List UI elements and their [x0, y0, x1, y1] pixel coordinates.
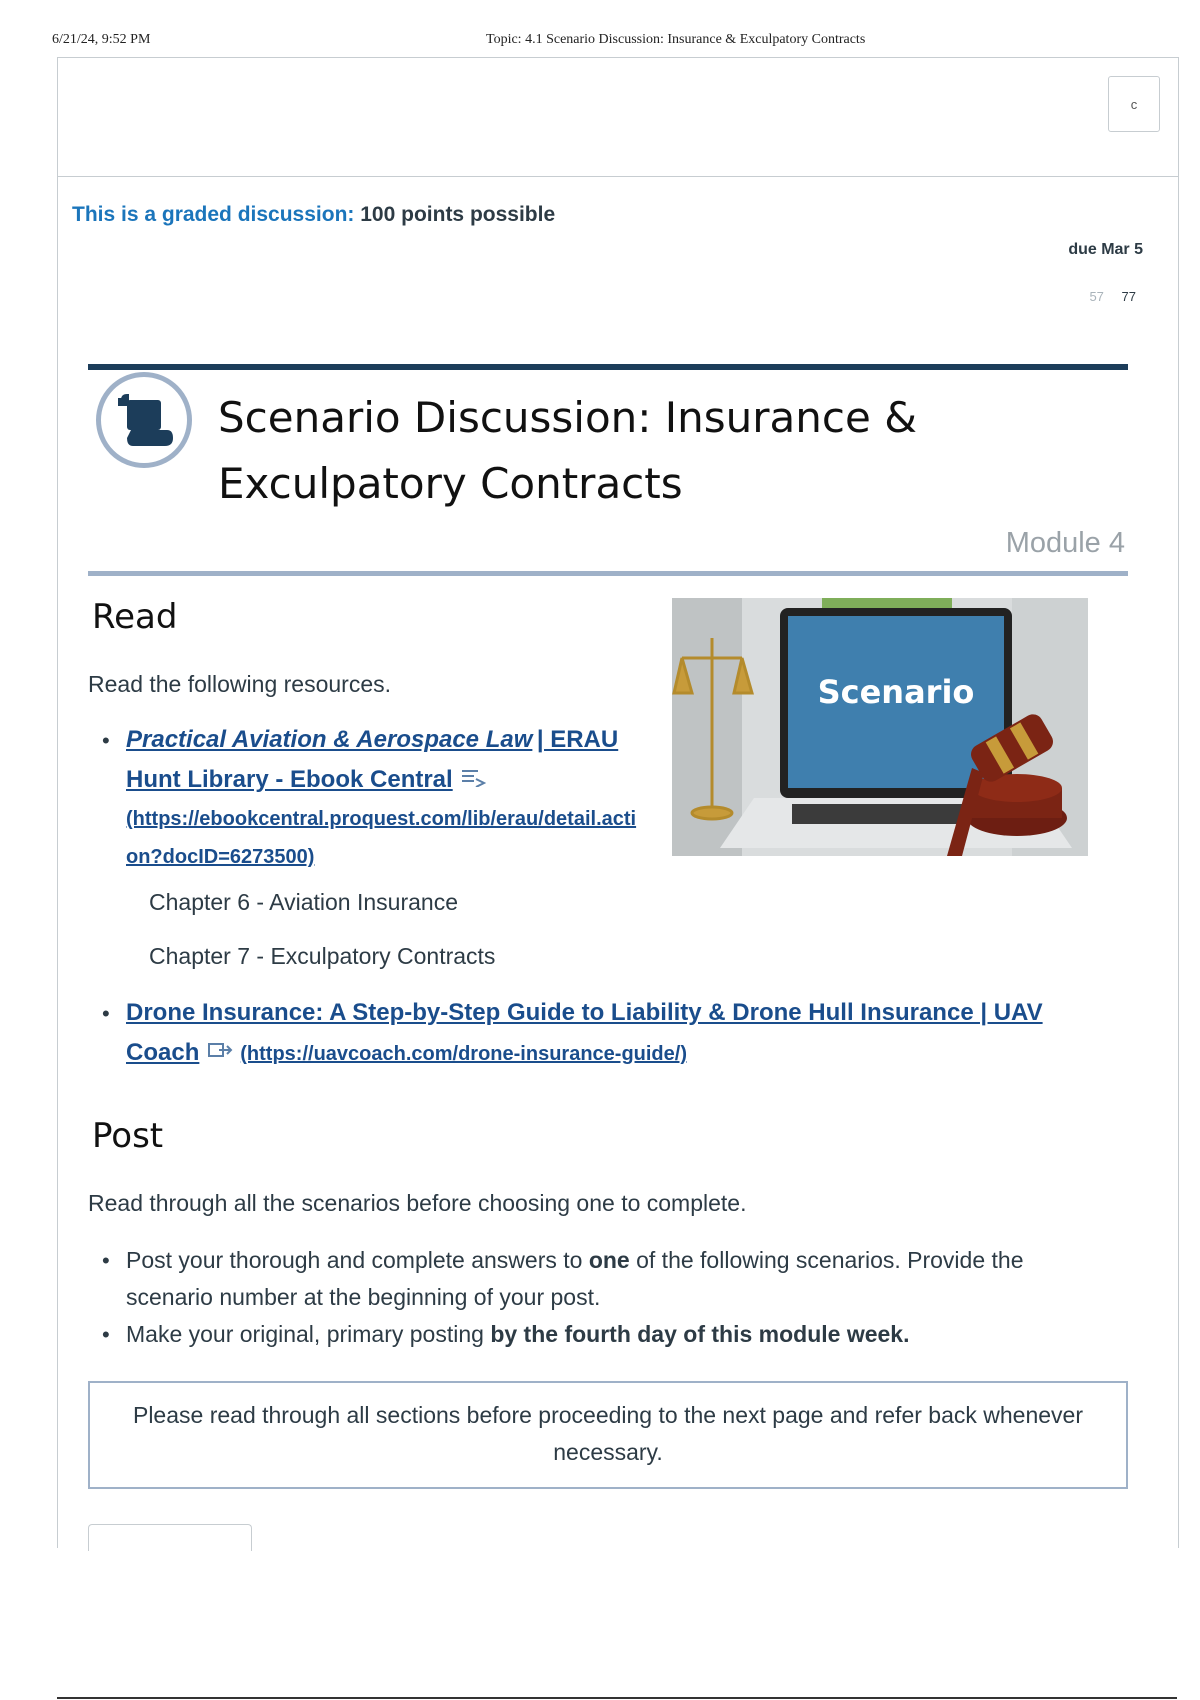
reply-counts: [1089, 289, 1136, 304]
resource-2: [126, 994, 1106, 1074]
external-link-icon: [460, 764, 486, 801]
page-bottom-rule: [57, 1697, 1177, 1699]
next-content-stub: [88, 1524, 252, 1551]
bullet-icon: •: [102, 1001, 110, 1026]
resource-1-link-source[interactable]: | ERAU Hunt Library - Ebook Central: [126, 726, 619, 793]
read-heading: Read: [92, 597, 178, 637]
graded-discussion-info: [72, 203, 555, 227]
post-item-1-text-end: of the following scenarios. Provide the scenario number at the beginning of your post.: [126, 1247, 1024, 1310]
resource-2-url[interactable]: (https://uavcoach.com/drone-insurance-guide/): [240, 1043, 687, 1065]
chapter-7: Chapter 7 - Exculpatory Contracts: [149, 943, 496, 969]
banner-top-rule: [88, 364, 1128, 370]
resource-2-link[interactable]: Drone Insurance: A Step-by-Step Guide to Liability & Drone Hull Insurance | UAV Coach: [126, 999, 1043, 1066]
reply-count: 77: [1121, 289, 1136, 304]
post-item-2-text: Make your original, primary posting: [126, 1321, 491, 1347]
resource-1-link-title[interactable]: Practical Aviation & Aerospace Law: [126, 726, 533, 753]
post-instructions: [126, 1242, 1086, 1353]
collapse-icon: c: [1130, 96, 1138, 112]
graded-label: This is a graded discussion:: [72, 203, 355, 226]
resource-1: [126, 721, 646, 877]
list-item: [126, 1242, 1086, 1316]
discussion-toolbar: [58, 58, 1178, 177]
print-datetime: 6/21/24, 9:52 PM: [52, 32, 151, 47]
list-item: [126, 1316, 1086, 1353]
external-link-icon: [207, 1037, 233, 1074]
post-item-2-emphasis: by the fourth day of this module week.: [490, 1321, 910, 1347]
bullet-icon: •: [102, 728, 110, 753]
banner-bottom-rule: [88, 571, 1128, 576]
post-intro: Read through all the scenarios before choosing one to complete.: [88, 1190, 747, 1216]
print-page-title: Topic: 4.1 Scenario Discussion: Insurance & Exculpatory Contracts: [486, 32, 866, 47]
scroll-icon: [96, 372, 192, 468]
post-item-1-text: Post your thorough and complete answers to: [126, 1247, 589, 1273]
post-item-1-emphasis: one: [588, 1247, 630, 1273]
due-date: due Mar 5: [1068, 241, 1143, 258]
module-label: Module 4: [1005, 527, 1125, 559]
read-intro: Read the following resources.: [88, 671, 391, 697]
page-title: Scenario Discussion: Insurance & Exculpatory Contracts: [218, 393, 917, 508]
unread-count: 57: [1089, 289, 1104, 304]
points-possible: 100 points possible: [360, 203, 556, 226]
scenario-image-caption: Scenario: [817, 673, 975, 711]
print-header: [0, 30, 1200, 50]
collapse-button[interactable]: [1108, 76, 1160, 132]
chapter-6: Chapter 6 - Aviation Insurance: [149, 889, 458, 915]
scenario-image: [672, 598, 1088, 856]
post-heading: Post: [92, 1116, 164, 1156]
instruction-note: Please read through all sections before proceeding to the next page and refer back whenever necessary.: [88, 1381, 1128, 1489]
resource-1-url[interactable]: (https://ebookcentral.proquest.com/lib/erau/detail.action?docID=6273500): [126, 808, 637, 869]
